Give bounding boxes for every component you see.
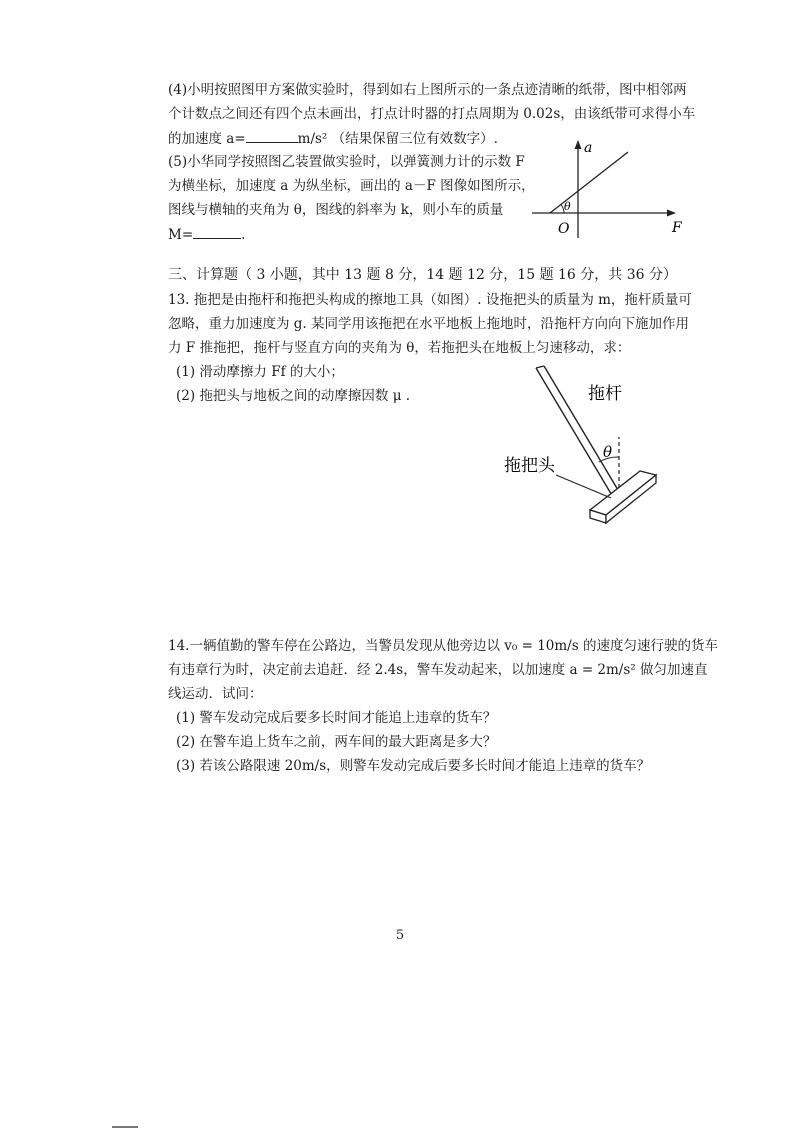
a-F-graph: [510, 138, 700, 248]
graph-y-arrow-icon: [575, 140, 582, 149]
graph-origin-label: O: [558, 221, 570, 237]
q12-part4-line2: 个计数点之间还有四个点未画出，打点计时器的打点周期为 0.02s，由该纸带可求得小车: [168, 106, 696, 122]
q12-part4-line3-post: m/s² （结果保留三位有效数字）.: [297, 131, 498, 147]
q12-part4-line3: [168, 128, 498, 149]
graph-line: [550, 152, 628, 213]
mop-rod-label: 拖杆: [588, 384, 622, 404]
q13-line1: 13. 拖把是由拖杆和拖把头构成的擦地工具（如图）. 设拖把头的质量为 m，拖杆质量可: [168, 292, 692, 308]
scan-artifact-mark: [112, 1126, 138, 1128]
graph-x-label: F: [672, 220, 682, 236]
q12-part5-line1: (5)小华同学按照图乙装置做实验时，以弹簧测力计的示数 F: [168, 154, 525, 170]
q12-part4-line3-pre: 的加速度 a=: [168, 131, 246, 147]
mop-head-label: 拖把头: [504, 456, 555, 476]
section3-title: 三、计算题（ 3 小题，其中 13 题 8 分，14 题 12 分，15 题 16 分，共 36 分）: [168, 267, 678, 283]
page-number: 5: [395, 928, 405, 943]
q12-part5-line4: [168, 224, 245, 245]
acceleration-answer-blank[interactable]: [246, 128, 298, 143]
q13-sub2: (2) 拖把头与地板之间的动摩擦因数 μ .: [176, 388, 411, 404]
q14-sub2: (2) 在警车追上货车之前，两车间的最大距离是多大？: [176, 734, 497, 750]
graph-x-arrow-icon: [667, 210, 676, 217]
mop-rod-top: [536, 366, 544, 368]
q12-part5-line4-post: .: [241, 227, 246, 243]
q12-part5-line4-pre: M=: [168, 227, 194, 243]
graph-y-label: a: [584, 140, 593, 156]
q12-part5-line3: 图线与横轴的夹角为 θ，图线的斜率为 k，则小车的质量: [168, 202, 504, 218]
mop-head-leader-line: [556, 475, 611, 498]
mop-angle-label: θ: [603, 443, 613, 461]
q14-line3: 线运动．试问：: [168, 686, 263, 702]
q14-line2: 有违章行为时，决定前去追赶．经 2.4s，警车发动起来，以加速度 a = 2m/s² 做匀加速直: [168, 662, 708, 678]
q13-line3: 力 F 推拖把，拖杆与竖直方向的夹角为 θ，若拖把头在地板上匀速移动，求：: [168, 340, 631, 356]
mop-figure: [500, 365, 670, 530]
q13-sub1: (1) 滑动摩擦力 Ff 的大小；: [176, 364, 344, 380]
mass-answer-blank[interactable]: [193, 224, 241, 239]
q14-sub3: (3) 若该公路限速 20m/s，则警车发动完成后要多长时间才能追上违章的货车？: [176, 758, 651, 774]
q14-line1: 14.一辆值勤的警车停在公路边，当警员发现从他旁边以 v₀ = 10m/s 的速度匀速行驶的货车: [168, 638, 718, 654]
q13-line2: 忽略，重力加速度为 g. 某同学用该拖把在水平地板上拖地时，沿拖杆方向向下施加作用: [168, 316, 690, 332]
q14-sub1: (1) 警车发动完成后要多长时间才能追上违章的货车？: [176, 710, 497, 726]
graph-angle-label: θ: [564, 200, 571, 213]
q12-part5-line2: 为横坐标，加速度 a 为纵坐标，画出的 a－F 图像如图所示，: [168, 178, 535, 194]
q12-part4-line1: (4)小明按照图甲方案做实验时，得到如右上图所示的一条点迹清晰的纸带，图中相邻两: [168, 82, 687, 98]
